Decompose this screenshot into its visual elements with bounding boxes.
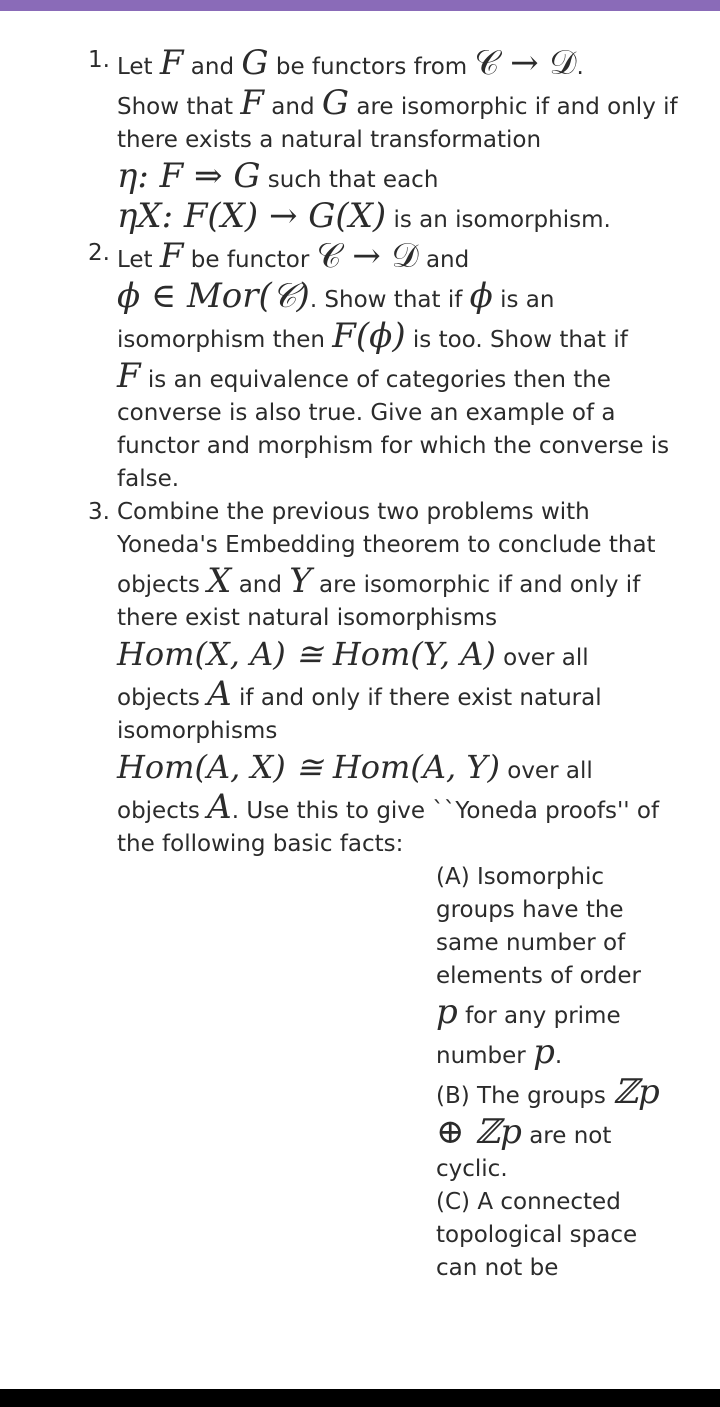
text: objects (117, 798, 208, 824)
math: F (159, 43, 184, 83)
text: over all (495, 645, 589, 671)
text: if and only if there exist natural isomorphisms (117, 685, 602, 744)
top-accent-bar (0, 0, 720, 11)
math: p (436, 992, 458, 1032)
text: is an equivalence of categories then the converse is also true. Give an example of a functor and morphism for which the converse is false. (117, 367, 670, 492)
facts-list (0, 861, 690, 1285)
math: ηX: F(X) → G(X) (117, 196, 387, 236)
text: over all (499, 758, 593, 784)
text: is an (492, 287, 555, 313)
math: Hom(X, A) ≅ Hom(Y, A) (117, 635, 496, 673)
fact-a (0, 861, 690, 1073)
problem-set (0, 44, 720, 1285)
math: F (240, 83, 264, 123)
math: A (207, 674, 232, 714)
problem-number: 1. (88, 47, 110, 73)
text: be functors from (268, 54, 475, 80)
problem-1 (0, 44, 720, 237)
math: η: F ⇒ G (117, 156, 261, 196)
text: for any prime number (436, 1003, 621, 1069)
text: (B) The groups (436, 1083, 614, 1109)
text: . Use this to give ``Yoneda proofs'' of the following basic facts: (117, 798, 660, 857)
text: is an isomorphism. (386, 207, 611, 233)
text: . (576, 54, 584, 80)
math: A (207, 787, 232, 827)
text: isomorphism then (117, 327, 333, 353)
text: be functor (183, 247, 317, 273)
text: and (263, 94, 322, 120)
text: are isomorphic if and only if there exist natural isomorphisms (117, 572, 641, 631)
math: G (241, 43, 269, 83)
problem-number: 2. (88, 240, 110, 266)
text: objects (117, 685, 208, 711)
text: (C) A connected topological space can not be (436, 1189, 638, 1281)
text: such that each (260, 167, 439, 193)
problem-3 (0, 496, 720, 1285)
text: Let (117, 247, 160, 273)
text: . (554, 1043, 563, 1069)
math: Y (289, 561, 312, 601)
math: F (117, 356, 141, 396)
problem-number: 3. (88, 499, 110, 525)
text: is too. Show that if (405, 327, 628, 353)
text: Let (117, 54, 160, 80)
text: and (418, 247, 470, 273)
math: ℤp ⊕ ℤp (436, 1072, 660, 1152)
math: G (321, 83, 350, 123)
math: F (159, 236, 184, 276)
fact-c (0, 1186, 690, 1285)
problem-list (0, 44, 720, 1285)
math: 𝒞 → 𝒟 (474, 43, 577, 83)
text: Combine the previous two problems with Yoneda's Embedding theorem to conclude that objects (117, 499, 656, 598)
math: X (207, 561, 232, 601)
math: p (533, 1032, 555, 1072)
problem-2 (0, 237, 720, 496)
text: are not cyclic. (436, 1123, 612, 1182)
text: . Show that if (309, 287, 470, 313)
bottom-bar (0, 1389, 720, 1407)
math: 𝒞 → 𝒟 (316, 236, 419, 276)
text: and (231, 572, 290, 598)
text: and (183, 54, 242, 80)
fact-b (0, 1073, 690, 1186)
text: (A) Isomorphic groups have the same number of elements of order (436, 864, 641, 989)
math: Hom(A, X) ≅ Hom(A, Y) (117, 748, 500, 786)
math: ϕ ∈ Mor(𝒞) (117, 276, 310, 316)
text: Show that (117, 94, 241, 120)
text: are isomorphic if and only if there exists a natural transformation (117, 94, 678, 153)
math: F(ϕ) (332, 316, 406, 356)
math: ϕ (469, 276, 493, 316)
